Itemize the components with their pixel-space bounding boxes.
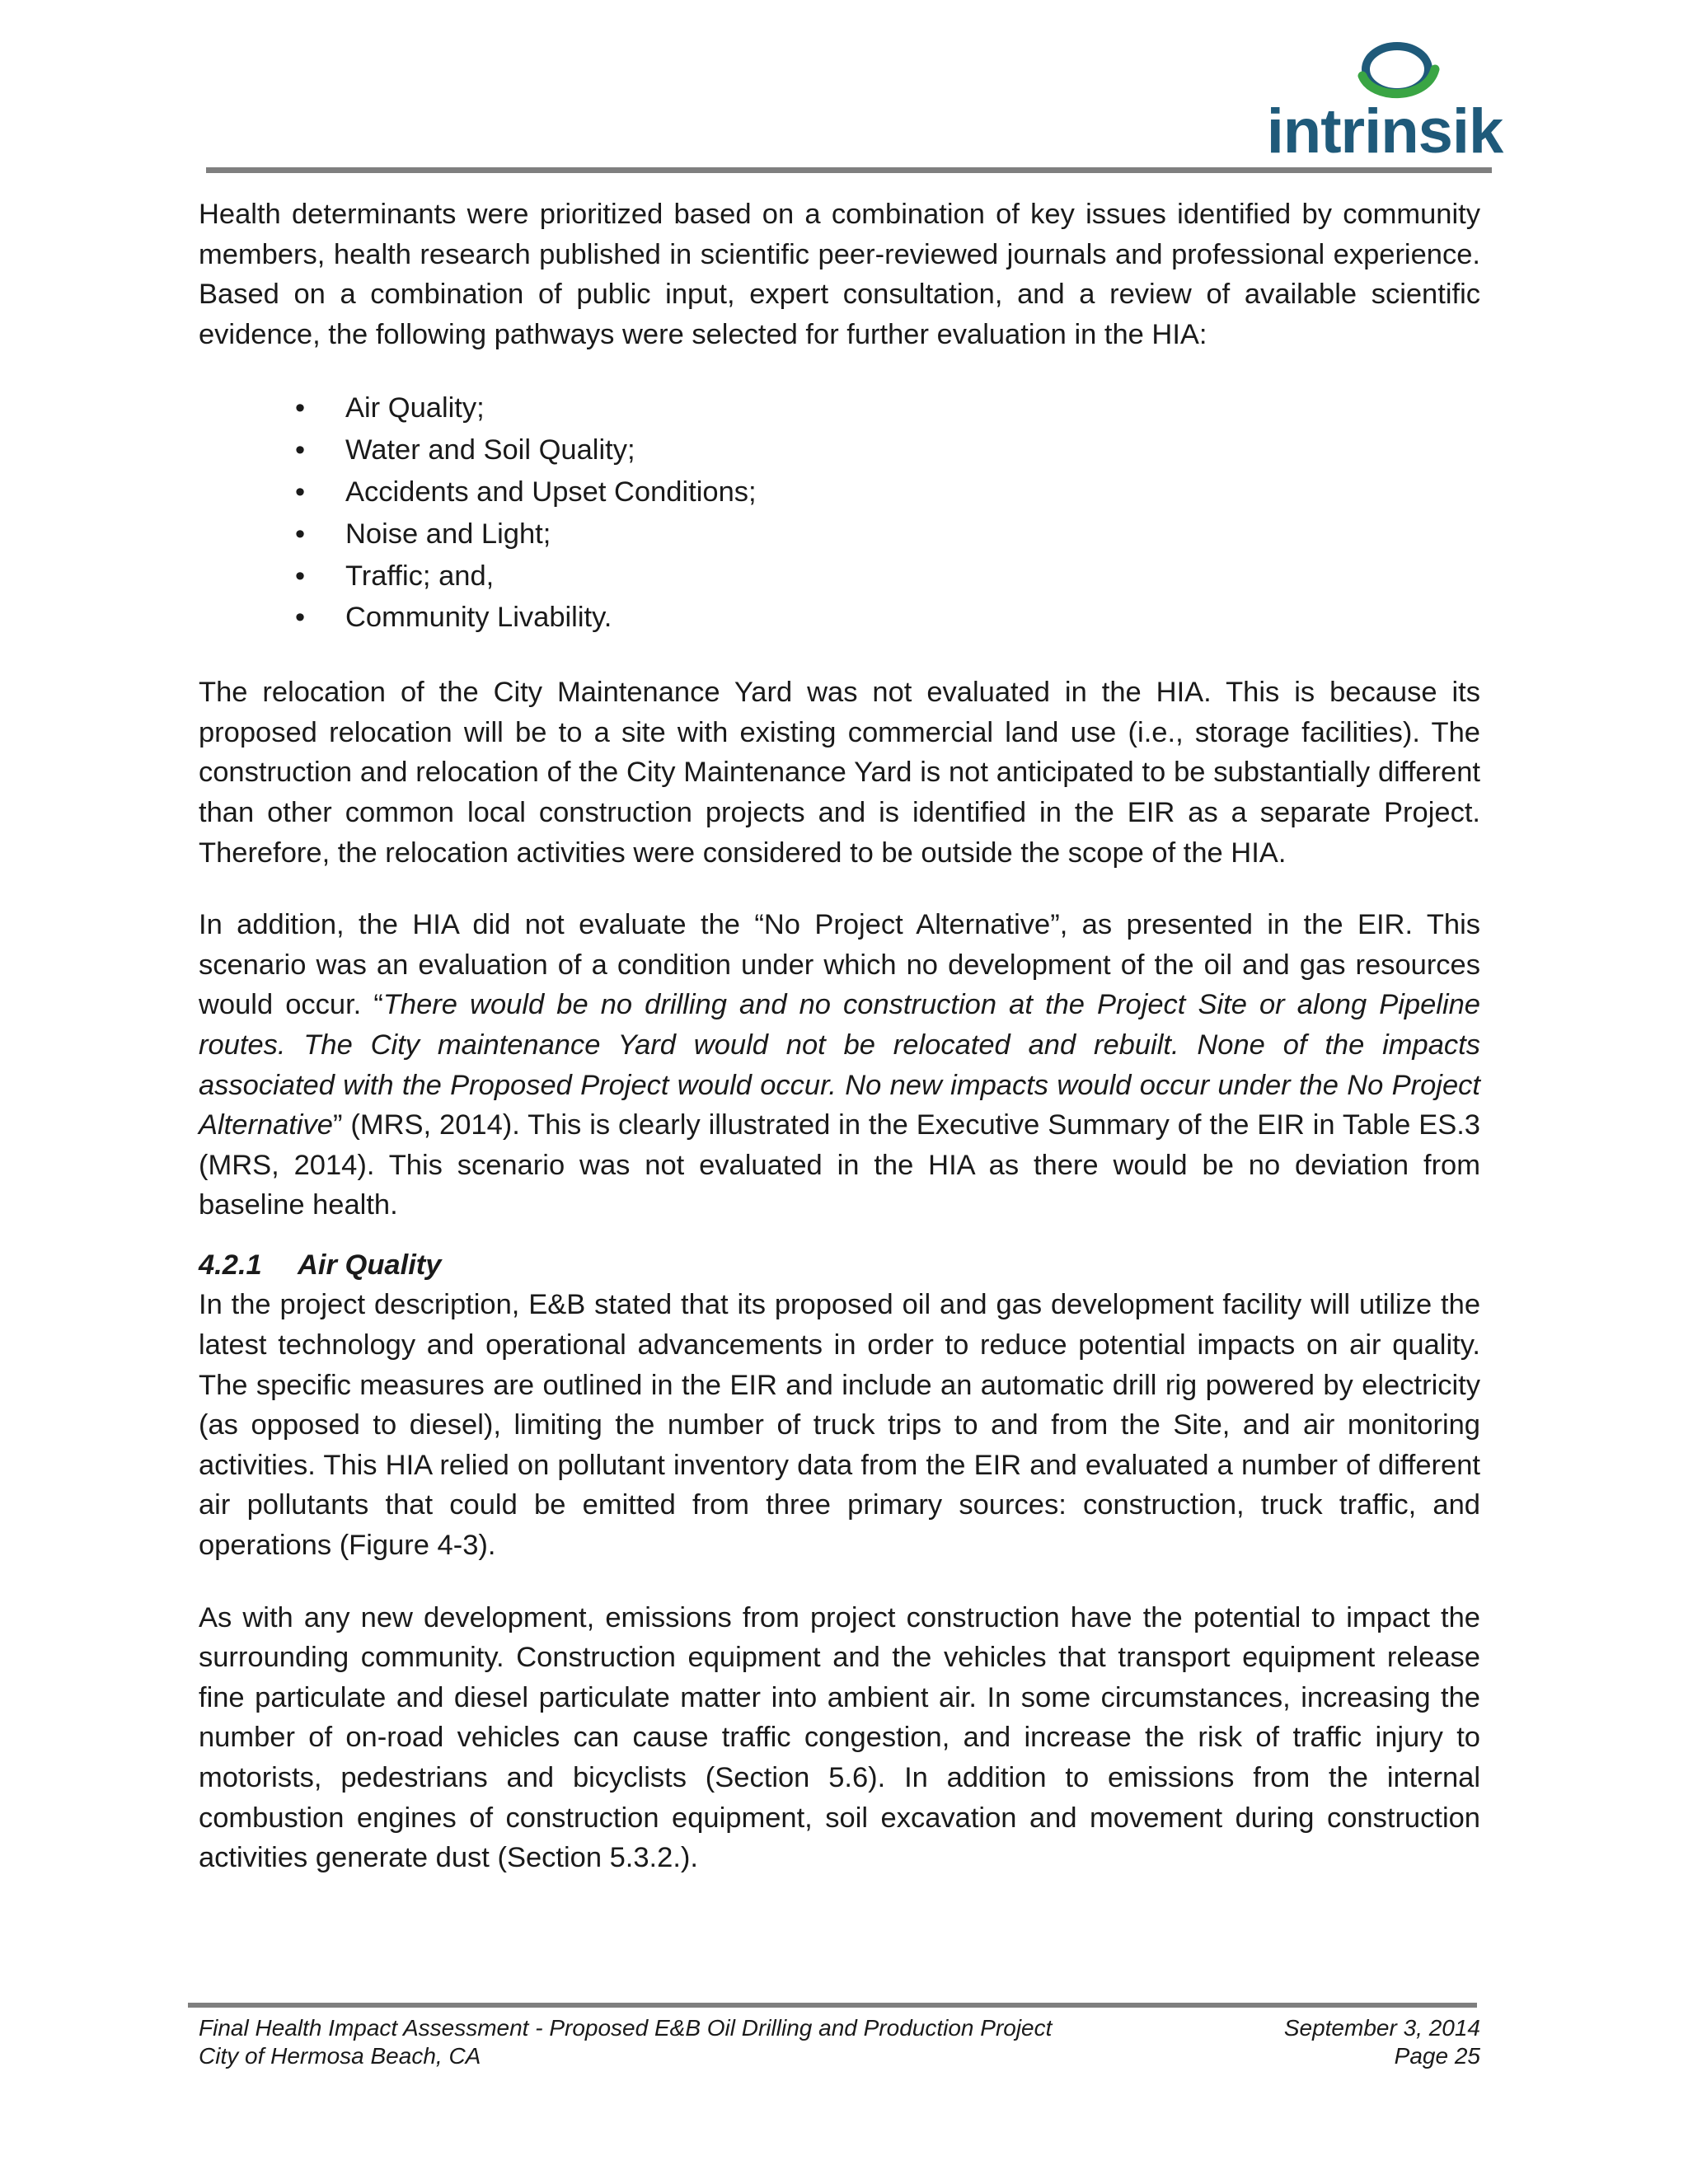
bullet-icon: • bbox=[295, 602, 306, 634]
section-number: 4.2.1 bbox=[199, 1249, 262, 1281]
list-item-text: Community Livability. bbox=[345, 602, 612, 634]
list-item bbox=[199, 471, 1480, 513]
air-quality-paragraph-2: As with any new development, emissions from project construction have the potential to impact the surrounding community. Construction equipment and the vehicles that transport equipment release fine particulate and diesel particulate matter into ambient air. In some circumstances, increasing the number of on-road vehicles can cause traffic congestion, and increase the risk of traffic injury to motorists, pedestrians and bicyclists (Section 5.6). In addition to emissions from the internal combustion engines of construction equipment, soil excavation and movement during construction activities generate dust (Section 5.3.2.). bbox=[199, 1601, 1480, 1874]
section-heading bbox=[199, 1245, 1480, 1286]
no-project-quote: There would be no drilling and no construction at the Project Site or along Pipeline routes. The City maintenance Yard would not be relocated and rebuilt. None of the impacts associated with the Proposed Project would occur. No new impacts would occur under the No Project Alternative bbox=[199, 989, 1480, 1141]
list-item-text: Noise and Light; bbox=[345, 518, 551, 550]
logo-wordmark: intrinsik bbox=[1266, 96, 1503, 166]
list-item bbox=[199, 597, 1480, 639]
list-item-text: Traffic; and, bbox=[345, 560, 495, 592]
list-item bbox=[199, 387, 1480, 429]
bullet-icon: • bbox=[295, 560, 306, 592]
relocation-paragraph: The relocation of the City Maintenance Yard was not evaluated in the HIA. This is because its proposed relocation will be to a site with existing commercial land use (i.e., storage facilities). The construction and relocation of the City Maintenance Yard is not anticipated to be substantially different than other common local construction projects and is identified in the EIR as a separate Project. Therefore, the relocation activities were considered to be outside the scope of the HIA. bbox=[199, 677, 1480, 869]
footer-divider bbox=[188, 2003, 1477, 2008]
page-footer bbox=[199, 2014, 1480, 2070]
list-item bbox=[199, 555, 1480, 598]
footer-page-number: Page 25 bbox=[1394, 2043, 1480, 2069]
pathways-list bbox=[199, 387, 1480, 639]
list-item-text: Air Quality; bbox=[345, 392, 485, 424]
no-project-paragraph bbox=[199, 905, 1480, 1226]
bullet-icon: • bbox=[295, 434, 306, 466]
header-divider bbox=[206, 167, 1492, 173]
list-item bbox=[199, 513, 1480, 555]
footer-report-title: Final Health Impact Assessment - Proposed E&B Oil Drilling and Production Project bbox=[199, 2015, 1053, 2041]
intro-paragraph: Health determinants were prioritized based on a combination of key issues identified by community members, health research published in scientific peer-reviewed journals and professional experience. Based on a combination of public input, expert consultation, and a review of available scientific evidence, the following pathways were selected for further evaluation in the HIA: bbox=[199, 199, 1480, 350]
list-item-text: Accidents and Upset Conditions; bbox=[345, 476, 757, 508]
no-project-lead: In addition, the HIA did not evaluate the “No Project Alternative”, as presented in the EIR. This scenario was an evaluation of a condition under which no development of the oil and gas resources would occur. “ bbox=[199, 909, 1480, 1021]
bullet-icon: • bbox=[295, 476, 306, 508]
section-title: Air Quality bbox=[298, 1249, 442, 1281]
bullet-icon: • bbox=[295, 392, 306, 424]
main-content bbox=[199, 194, 1480, 1878]
list-item-text: Water and Soil Quality; bbox=[345, 434, 635, 466]
intrinsik-logo bbox=[1265, 33, 1504, 166]
air-quality-paragraph-1: In the project description, E&B stated that its proposed oil and gas development facility will utilize the latest technology and operational advancements in order to reduce potential impacts on air quality. The specific measures are outlined in the EIR and include an automatic drill rig powered by electricity (as opposed to diesel), limiting the number of truck trips to and from the Site, and air monitoring activities. This HIA relied on pollutant inventory data from the EIR and evaluated a number of different air pollutants that could be emitted from three primary sources: construction, truck traffic, and operations (Figure 4-3). bbox=[199, 1289, 1480, 1562]
no-project-tail: ” (MRS, 2014). This is clearly illustrated in the Executive Summary of the EIR in Table ES.3 (MRS, 2014). This scenario was not evaluated in the HIA as there would be no deviation from baseline health. bbox=[199, 1109, 1480, 1221]
footer-location: City of Hermosa Beach, CA bbox=[199, 2043, 481, 2069]
list-item bbox=[199, 429, 1480, 471]
footer-date: September 3, 2014 bbox=[1283, 2015, 1480, 2041]
bullet-icon: • bbox=[295, 518, 306, 550]
